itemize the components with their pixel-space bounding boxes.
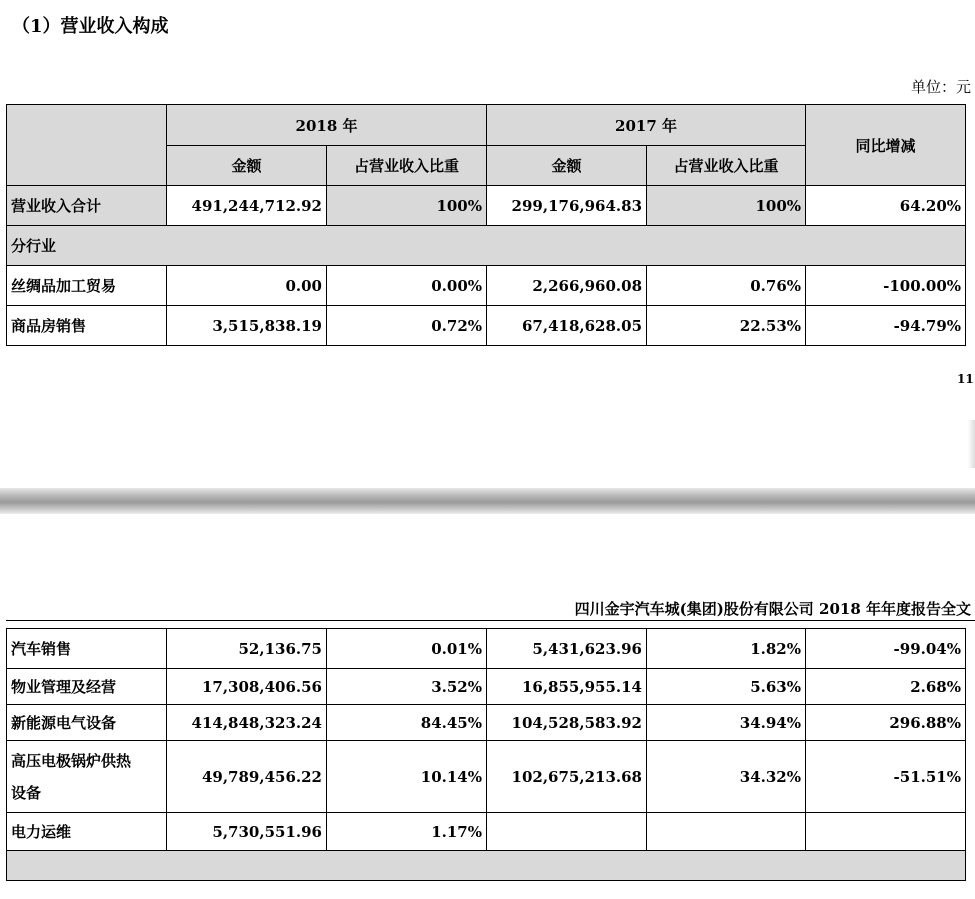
ratio-2018: 0.72% [327,306,487,346]
amount-2018: 0.00 [167,266,327,306]
table-row [7,629,966,669]
row-label: 汽车销售 [7,629,167,669]
table-row [7,705,966,741]
yoy-change: -100.00% [806,266,966,306]
yoy-change: -99.04% [806,629,966,669]
section-title: （1）营业收入构成 [12,16,169,37]
amount-2018: 5,730,551.96 [167,813,327,851]
page-edge-shadow [968,420,975,468]
row-label: 商品房销售 [7,306,167,346]
amount-2017: 5,431,623.96 [487,629,647,669]
revenue-table-page1 [6,104,966,346]
ratio-2017: 34.94% [647,705,806,741]
ratio-2018: 3.52% [327,669,487,705]
ratio-2018: 10.14% [327,741,487,813]
ratio-2017: 0.76% [647,266,806,306]
ratio-2018: 0.00% [327,266,487,306]
partial-next-row [7,851,966,881]
header-rule [6,620,975,621]
yoy-change: 296.88% [806,705,966,741]
row-label [7,741,167,813]
row-label-line1: 高压电极锅炉供热 [11,751,132,770]
header-amount-2018: 金额 [167,146,327,186]
header-yoy: 同比增减 [806,105,966,186]
running-header: 四川金宇汽车城(集团)股份有限公司 2018 年年度报告全文 [574,600,971,618]
ratio-2017: 22.53% [647,306,806,346]
page-break-separator [0,488,975,514]
page-number: 11 [957,372,974,386]
amount-2017: 2,266,960.08 [487,266,647,306]
row-label: 丝绸品加工贸易 [7,266,167,306]
amount-2018: 17,308,406.56 [167,669,327,705]
table-row [7,813,966,851]
ratio-2017 [647,813,806,851]
row-label: 营业收入合计 [7,186,167,226]
ratio-2018: 100% [327,186,487,226]
amount-2018: 414,848,323.24 [167,705,327,741]
amount-2017: 299,176,964.83 [487,186,647,226]
table-row-total [7,186,966,226]
amount-2018: 49,789,456.22 [167,741,327,813]
unit-label: 单位：元 [910,78,971,96]
table-row [7,669,966,705]
table-row [7,306,966,346]
header-ratio-2018: 占营业收入比重 [327,146,487,186]
ratio-2018: 84.45% [327,705,487,741]
table-row [7,266,966,306]
header-amount-2017: 金额 [487,146,647,186]
amount-2017: 104,528,583.92 [487,705,647,741]
row-label: 新能源电气设备 [7,705,167,741]
section-row-industry: 分行业 [7,226,966,266]
ratio-2018: 1.17% [327,813,487,851]
header-ratio-2017: 占营业收入比重 [647,146,806,186]
amount-2018: 491,244,712.92 [167,186,327,226]
row-label: 物业管理及经营 [7,669,167,705]
corner-header-cell [7,105,167,186]
ratio-2017: 1.82% [647,629,806,669]
ratio-2018: 0.01% [327,629,487,669]
table-row [7,741,966,813]
ratio-2017: 5.63% [647,669,806,705]
yoy-change: 2.68% [806,669,966,705]
amount-2018: 3,515,838.19 [167,306,327,346]
row-label: 电力运维 [7,813,167,851]
amount-2017: 67,418,628.05 [487,306,647,346]
amount-2017: 102,675,213.68 [487,741,647,813]
amount-2017 [487,813,647,851]
yoy-change: 64.20% [806,186,966,226]
yoy-change [806,813,966,851]
yoy-change: -94.79% [806,306,966,346]
ratio-2017: 34.32% [647,741,806,813]
amount-2018: 52,136.75 [167,629,327,669]
row-label-line2: 设备 [11,783,42,802]
header-2018: 2018 年 [167,105,487,146]
ratio-2017: 100% [647,186,806,226]
amount-2017: 16,855,955.14 [487,669,647,705]
yoy-change: -51.51% [806,741,966,813]
header-2017: 2017 年 [487,105,806,146]
revenue-table-page2 [6,628,966,881]
